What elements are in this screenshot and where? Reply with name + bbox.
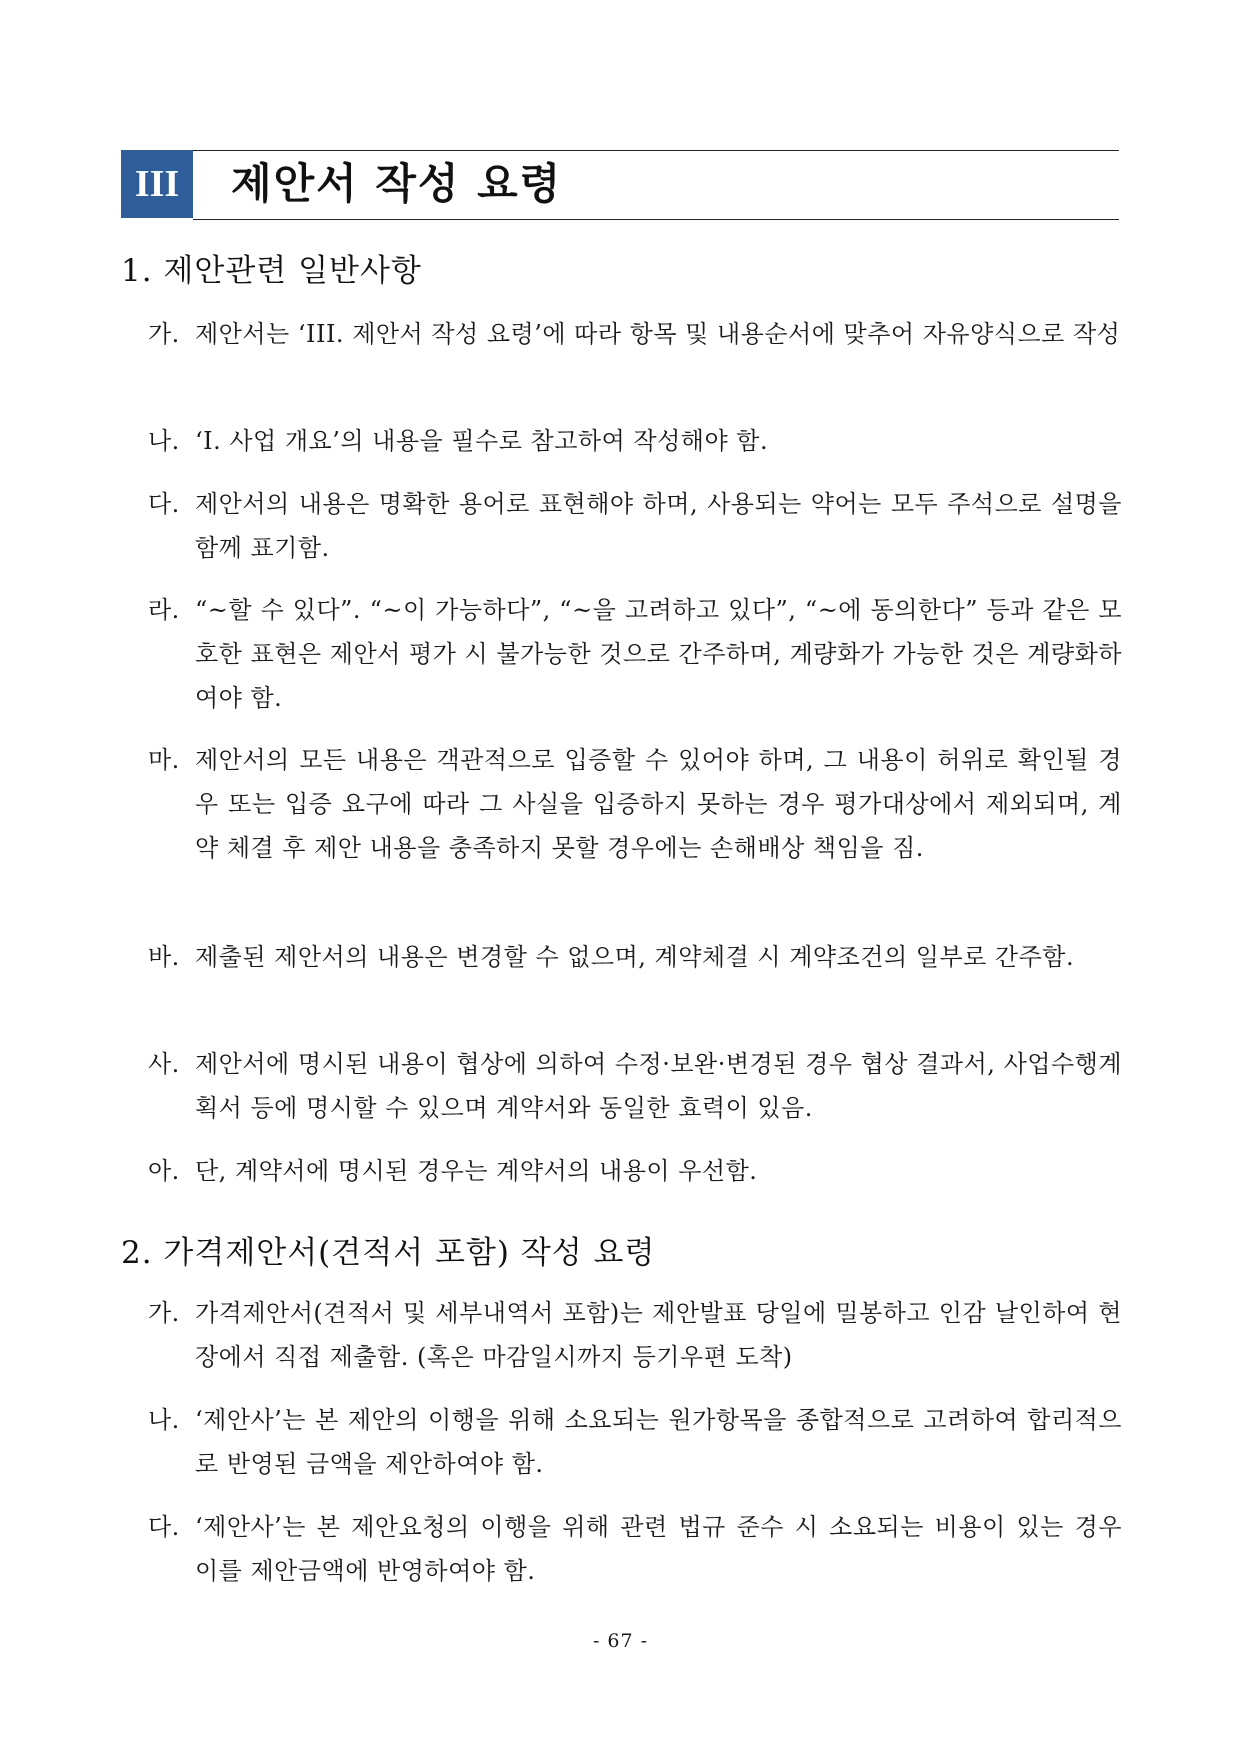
list-item-text: 제안서의 모든 내용은 객관적으로 입증할 수 있어야 하며, 그 내용이 허위로 확인될 경우 또는 입증 요구에 따라 그 사실을 입증하지 못하는 경우 평가대상에서 제외되며, 계약 체결 후 제안 내용을 충족하지 못할 경우에는 손해배상 책임을 짐. (195, 746, 1122, 862)
header-top-rule (193, 150, 1119, 151)
list-item-marker: 다. (148, 1513, 180, 1541)
list-item (148, 1505, 1122, 1593)
chapter-title: 제안서 작성 요령 (231, 159, 563, 208)
list-item-marker: 아. (148, 1157, 180, 1185)
list-item (148, 738, 1122, 870)
list-item-text: 단, 계약서에 명시된 경우는 계약서의 내용이 우선함. (195, 1157, 758, 1185)
chapter-number-badge: III (121, 150, 193, 218)
section-title-general: 1. 제안관련 일반사항 (121, 253, 422, 289)
list-item (148, 935, 1122, 979)
list-item-text: ‘I. 사업 개요’의 내용을 필수로 참고하여 작성해야 함. (195, 427, 769, 455)
chapter-header (121, 150, 1119, 220)
list-item-marker: 나. (148, 1406, 180, 1434)
list-item (148, 419, 1122, 463)
list-item-text: 제안서는 ‘III. 제안서 작성 요령’에 따라 항목 및 내용순서에 맞추어 자유양식으로 작성 (195, 320, 1121, 348)
list-item-text: 가격제안서(견적서 및 세부내역서 포함)는 제안발표 당일에 밀봉하고 인감 날인하여 현장에서 직접 제출함. (혹은 마감일시까지 등기우편 도착) (195, 1299, 1122, 1371)
list-item-text: 제안서에 명시된 내용이 협상에 의하여 수정·보완·변경된 경우 협상 결과서, 사업수행계획서 등에 명시할 수 있으며 계약서와 동일한 효력이 있음. (195, 1050, 1122, 1122)
list-item-text: 제안서의 내용은 명확한 용어로 표현해야 하며, 사용되는 약어는 모두 주석으로 설명을 함께 표기함. (195, 490, 1122, 562)
list-item-marker: 가. (148, 1299, 180, 1327)
list-item (148, 588, 1122, 720)
list-item-text: 제출된 제안서의 내용은 변경할 수 없으며, 계약체결 시 계약조건의 일부로 간주함. (195, 943, 1075, 971)
list-item-marker: 다. (148, 490, 180, 518)
list-item-text: ‘제안사’는 본 제안의 이행을 위해 소요되는 원가항목을 종합적으로 고려하여 합리적으로 반영된 금액을 제안하여야 함. (195, 1406, 1122, 1478)
header-bottom-rule (193, 219, 1119, 220)
list-item-marker: 가. (148, 320, 180, 348)
list-item-text: “~할 수 있다”. “~이 가능하다”, “~을 고려하고 있다”, “~에 동의한다” 등과 같은 모호한 표현은 제안서 평가 시 불가능한 것으로 간주하며, 계량화가 가능한 것은 계량화하여야 함. (195, 596, 1122, 712)
list-item (148, 482, 1122, 570)
list-item-marker: 사. (148, 1050, 180, 1078)
section-title-price-proposal: 2. 가격제안서(견적서 포함) 작성 요령 (121, 1235, 656, 1271)
list-item (148, 1042, 1122, 1130)
list-item-text: ‘제안사’는 본 제안요청의 이행을 위해 관련 법규 준수 시 소요되는 비용이 있는 경우 이를 제안금액에 반영하여야 함. (195, 1513, 1122, 1585)
list-item-marker: 마. (148, 746, 180, 774)
list-item-marker: 라. (148, 596, 180, 624)
list-item (148, 312, 1122, 356)
list-item (148, 1291, 1122, 1379)
list-item-marker: 나. (148, 427, 180, 455)
list-item (148, 1149, 1122, 1193)
list-item (148, 1398, 1122, 1486)
list-item-marker: 바. (148, 943, 180, 971)
page-number: - 67 - (592, 1630, 649, 1652)
